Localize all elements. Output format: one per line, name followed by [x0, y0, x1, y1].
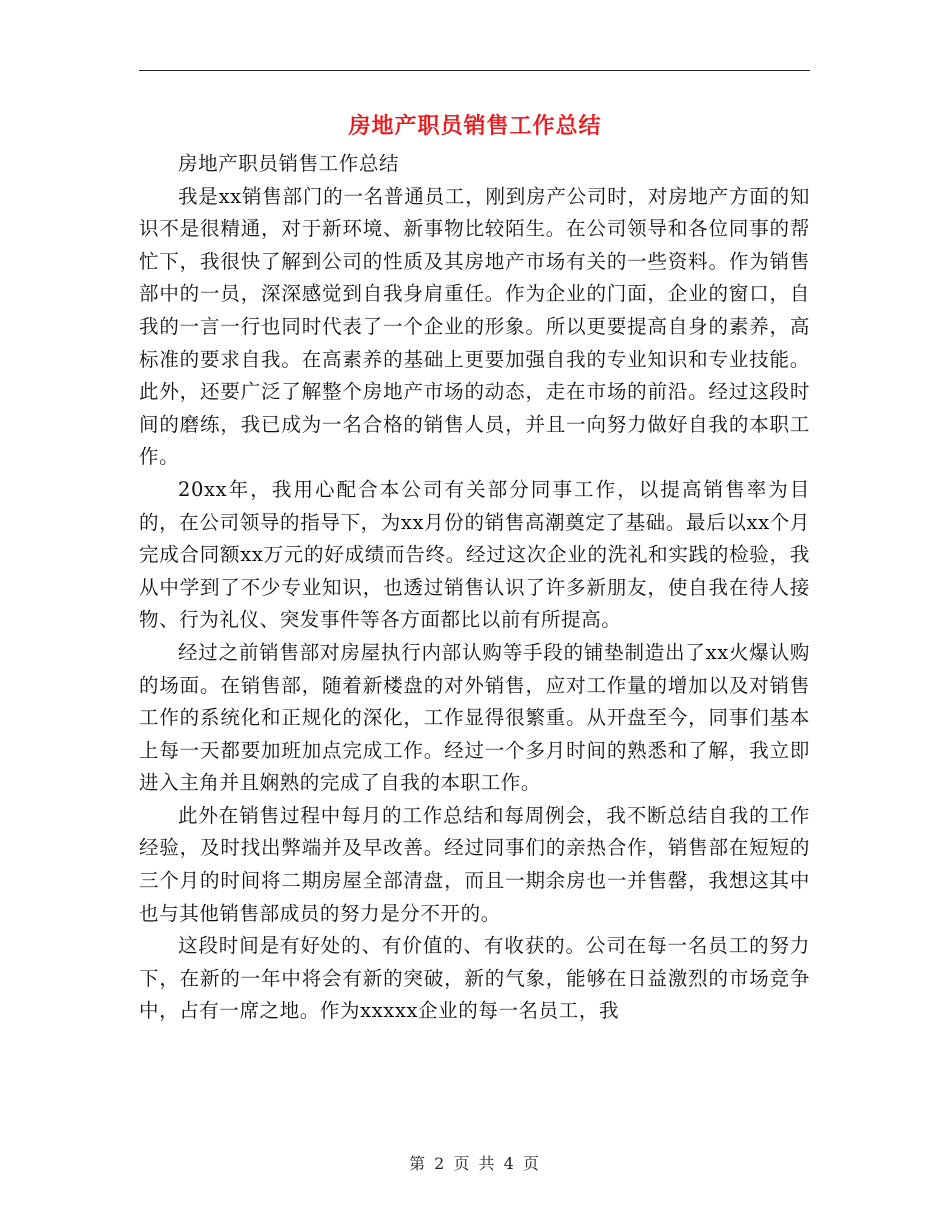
current-page-number: 2: [434, 1154, 447, 1173]
footer-prefix: 第: [409, 1154, 428, 1173]
paragraph: 此外在销售过程中每月的工作总结和每周例会，我不断总结自我的工作经验，及时找出弊端并及早改善。经过同事们的亲热合作，销售部在短短的三个月的时间将二期房屋全部清盘，而且一期余房也一并售罄，我想这其中也与其他销售部成员的努力是分不开的。: [139, 803, 810, 925]
footer-middle: 页 共: [453, 1154, 497, 1173]
page-footer: [0, 1153, 950, 1175]
header-rule: [139, 70, 810, 71]
paragraph-subtitle: 房地产职员销售工作总结: [178, 152, 400, 175]
paragraph: 经过之前销售部对房屋执行内部认购等手段的铺垫制造出了xx火爆认购的场面。在销售部，随着新楼盘的对外销售，应对工作量的增加以及对销售工作的系统化和正规化的深化，工作显得很繁重。从开盘至今，同事们基本上每一天都要加班加点完成工作。经过一个多月时间的熟悉和了解，我立即进入主角并且娴熟的完成了自我的本职工作。: [139, 640, 810, 795]
total-page-number: 4: [503, 1154, 516, 1173]
footer-suffix: 页: [522, 1154, 541, 1173]
paragraph: 20xx年，我用心配合本公司有关部分同事工作，以提高销售率为目的，在公司领导的指导下，为xx月份的销售高潮奠定了基础。最后以xx个月完成合同额xx万元的好成绩而告终。经过这次企业的洗礼和实践的检验，我从中学到了不少专业知识，也透过销售认识了许多新朋友，使自我在待人接物、行为礼仪、突发事件等各方面都比以前有所提高。: [139, 477, 810, 632]
paragraph: 我是xx销售部门的一名普通员工，刚到房产公司时，对房地产方面的知识不是很精通，对于新环境、新事物比较陌生。在公司领导和各位同事的帮忙下，我很快了解到公司的性质及其房地产市场有关的一些资料。作为销售部中的一员，深深感觉到自我身肩重任。作为企业的门面，企业的窗口，自我的一言一行也同时代表了一个企业的形象。所以更要提高自身的素养，高标准的要求自我。在高素养的基础上更要加强自我的专业知识和专业技能。此外，还要广泛了解整个房地产市场的动态，走在市场的前沿。经过这段时间的磨练，我已成为一名合格的销售人员，并且一向努力做好自我的本职工作。: [139, 184, 810, 469]
document-title: 房地产职员销售工作总结: [348, 113, 602, 139]
document-body: [139, 148, 810, 1028]
paragraph: 这段时间是有好处的、有价值的、有收获的。公司在每一名员工的努力下，在新的一年中将会有新的突破，新的气象，能够在日益激烈的市场竞争中，占有一席之地。作为xxxxx企业的每一名员工，我: [139, 934, 810, 1023]
